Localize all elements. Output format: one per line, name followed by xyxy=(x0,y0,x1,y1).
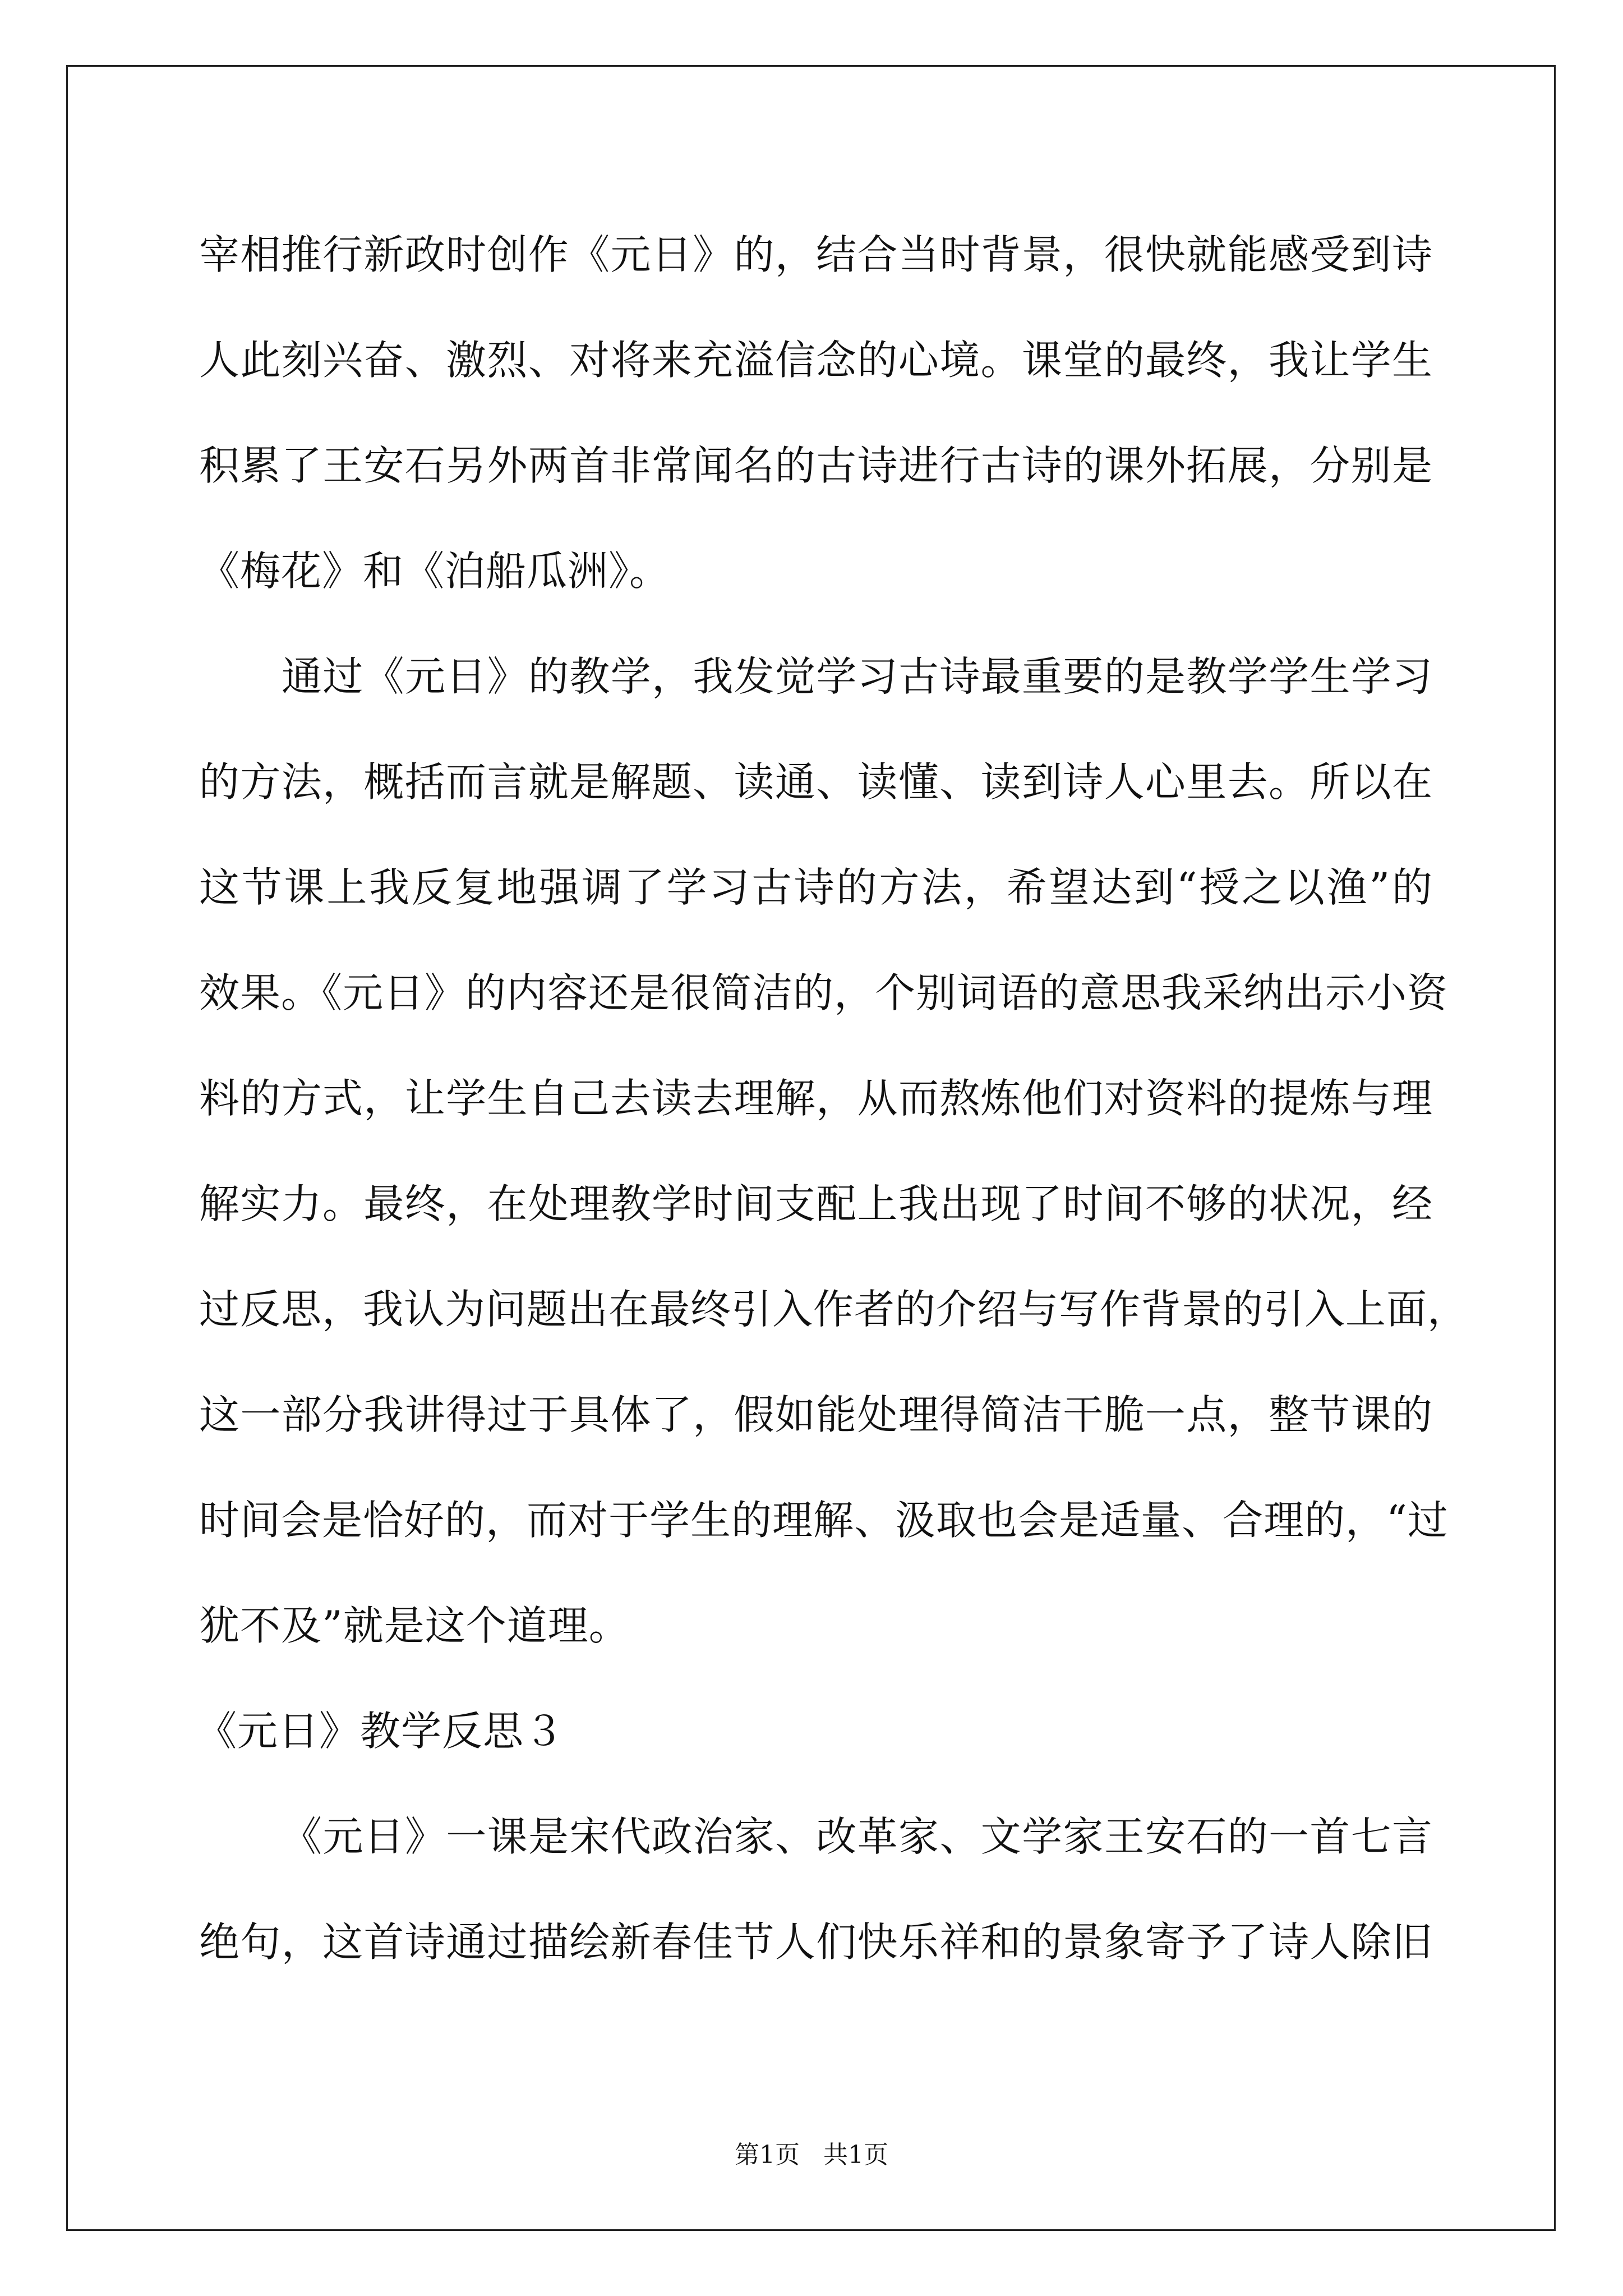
text-line: 通过《元日》的教学，我发觉学习古诗最重要的是教学学生学习 xyxy=(282,653,1433,700)
text-line: 人此刻兴奋、激烈、对将来充溢信念的心境。课堂的最终，我让学生 xyxy=(199,337,1433,384)
text-line: 《元日》一课是宋代政治家、改革家、文学家王安石的一首七言 xyxy=(282,1813,1433,1860)
paragraph-3 xyxy=(199,1784,1433,1995)
paragraph-2 xyxy=(199,624,1469,1678)
text-line: 宰相推行新政时创作《元日》的，结合当时背景，很快就能感受到诗 xyxy=(199,231,1433,278)
text-line: 这节课上我反复地强调了学习古诗的方法，希望达到“授之以渔”的 xyxy=(199,864,1433,911)
text-line: 《梅花》和《泊船瓜洲》。 xyxy=(199,547,671,595)
document-body xyxy=(196,202,1469,1995)
text-line: 这一部分我讲得过于具体了，假如能处理得简洁干脆一点，整节课的 xyxy=(199,1391,1433,1438)
page-number: 第1页 xyxy=(735,2141,800,2169)
section-heading: 《元日》教学反思３ xyxy=(196,1708,565,1755)
text-line: 效果。《元日》的内容还是很简洁的，个别词语的意思我采纳出示小资 xyxy=(199,969,1449,1016)
text-line: 犹不及”就是这个道理。 xyxy=(199,1602,630,1649)
page-footer xyxy=(0,2134,1623,2170)
text-line: 料的方式，让学生自己去读去理解，从而熬炼他们对资料的提炼与理 xyxy=(199,1075,1433,1122)
text-line: 积累了王安石另外两首非常闻名的古诗进行古诗的课外拓展，分别是 xyxy=(199,442,1433,489)
text-line: 解实力。最终，在处理教学时间支配上我出现了时间不够的状况，经 xyxy=(199,1180,1433,1227)
text-line: 的方法，概括而言就是解题、读通、读懂、读到诗人心里去。所以在 xyxy=(199,758,1433,806)
paragraph-1 xyxy=(199,202,1433,624)
text-line: 过反思，我认为问题出在最终引入作者的介绍与写作背景的引入上面， xyxy=(199,1286,1469,1333)
text-line: 绝句，这首诗通过描绘新春佳节人们快乐祥和的景象寄予了诗人除旧 xyxy=(199,1918,1433,1966)
text-line: 时间会是恰好的，而对于学生的理解、汲取也会是适量、合理的，“过 xyxy=(199,1497,1449,1544)
page-total: 共1页 xyxy=(823,2141,888,2169)
